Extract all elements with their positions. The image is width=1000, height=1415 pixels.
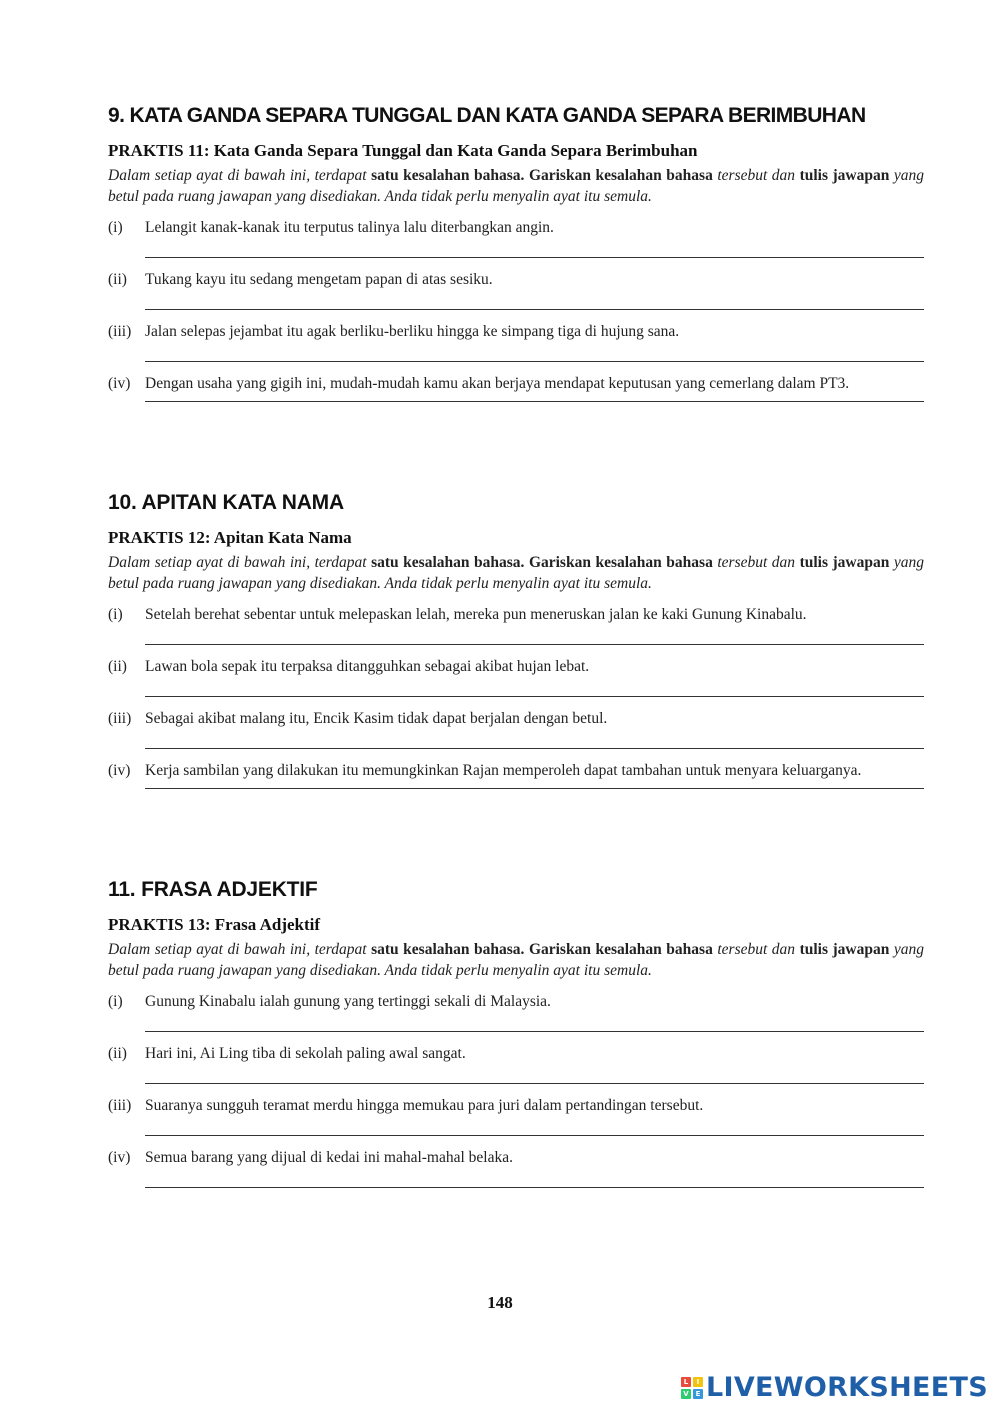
- praktis-heading: PRAKTIS 11: Kata Ganda Separa Tunggal dan Kata Ganda Separa Berimbuhan: [108, 141, 698, 160]
- liveworksheets-icon: [681, 1377, 703, 1399]
- question-item: [108, 604, 924, 645]
- section-title: 9. KATA GANDA SEPARA TUNGGAL DAN KATA GANDA SEPARA BERIMBUHAN: [108, 104, 866, 127]
- instruction: Dalam setiap ayat di bawah ini, terdapat satu kesalahan bahasa. Gariskan kesalahan bahasa tersebut dan tulis jawapan yang betul pada ruang jawapan yang disediakan. Anda tidak perlu menyalin ayat itu semula.: [108, 167, 925, 205]
- liveworksheets-logo: [681, 1372, 988, 1403]
- logo-tile: V: [681, 1389, 691, 1399]
- question-item: [108, 991, 924, 1032]
- question-number: (i): [108, 606, 123, 623]
- question-number: (ii): [108, 658, 127, 675]
- answer-line[interactable]: [145, 1169, 924, 1188]
- question-text: Tukang kayu itu sedang mengetam papan di atas sesiku.: [145, 271, 493, 288]
- question-text: Gunung Kinabalu ialah gunung yang tertinggi sekali di Malaysia.: [145, 993, 551, 1010]
- question-text: Lawan bola sepak itu terpaksa ditangguhkan sebagai akibat hujan lebat.: [145, 658, 590, 675]
- answer-line[interactable]: [145, 1117, 924, 1136]
- question-item: [108, 1043, 924, 1084]
- answer-line[interactable]: [145, 782, 924, 789]
- question-text: Setelah berehat sebentar untuk melepaskan lelah, mereka pun meneruskan jalan ke kaki Gunung Kinabalu.: [145, 606, 807, 623]
- question-text: Suaranya sungguh teramat merdu hingga memukau para juri dalam pertandingan tersebut.: [145, 1097, 704, 1114]
- answer-line[interactable]: [145, 626, 924, 645]
- section-11: [108, 878, 924, 1199]
- question-text: Jalan selepas jejambat itu agak berliku-berliku hingga ke simpang tiga di hujung sana.: [145, 323, 680, 340]
- logo-tile: L: [681, 1377, 691, 1387]
- question-number: (i): [108, 993, 123, 1010]
- question-item: [108, 321, 924, 362]
- praktis-heading: PRAKTIS 12: Apitan Kata Nama: [108, 528, 352, 547]
- question-number: (iv): [108, 762, 131, 779]
- section-title: 10. APITAN KATA NAMA: [108, 491, 344, 514]
- answer-line[interactable]: [145, 343, 924, 362]
- question-item: [108, 656, 924, 697]
- page-number: 148: [487, 1293, 513, 1312]
- answer-line[interactable]: [145, 239, 924, 258]
- question-number: (iv): [108, 375, 131, 392]
- question-number: (iii): [108, 710, 132, 727]
- section-title: 11. FRASA ADJEKTIF: [108, 878, 318, 901]
- answer-line[interactable]: [145, 1013, 924, 1032]
- answer-line[interactable]: [145, 291, 924, 310]
- question-number: (i): [108, 219, 123, 236]
- question-number: (iv): [108, 1149, 131, 1166]
- section-10: [108, 491, 924, 800]
- question-number: (iii): [108, 1097, 132, 1114]
- logo-tile: E: [693, 1389, 703, 1399]
- question-text: Lelangit kanak-kanak itu terputus talinya lalu diterbangkan angin.: [145, 219, 554, 236]
- question-item: [108, 1147, 924, 1188]
- question-item: [108, 217, 924, 258]
- question-item: [108, 708, 924, 749]
- question-item: [108, 1095, 924, 1136]
- answer-line[interactable]: [145, 395, 924, 402]
- answer-line[interactable]: [145, 1065, 924, 1084]
- question-text: Sebagai akibat malang itu, Encik Kasim tidak dapat berjalan dengan betul.: [145, 710, 608, 727]
- praktis-heading: PRAKTIS 13: Frasa Adjektif: [108, 915, 321, 934]
- question-item: [108, 269, 924, 310]
- question-text: Hari ini, Ai Ling tiba di sekolah paling awal sangat.: [145, 1045, 466, 1062]
- logo-wordmark: LIVEWORKSHEETS: [705, 1372, 988, 1403]
- answer-line[interactable]: [145, 730, 924, 749]
- section-9: [108, 104, 924, 413]
- question-number: (ii): [108, 1045, 127, 1062]
- logo-tile: I: [693, 1377, 703, 1387]
- question-text: Semua barang yang dijual di kedai ini mahal-mahal belaka.: [145, 1149, 513, 1166]
- question-number: (iii): [108, 323, 132, 340]
- question-item: [108, 760, 924, 789]
- question-text: Kerja sambilan yang dilakukan itu memungkinkan Rajan memperoleh dapat tambahan untuk menyara keluarganya.: [145, 762, 862, 779]
- instruction: Dalam setiap ayat di bawah ini, terdapat satu kesalahan bahasa. Gariskan kesalahan bahasa tersebut dan tulis jawapan yang betul pada ruang jawapan yang disediakan. Anda tidak perlu menyalin ayat itu semula.: [108, 554, 925, 592]
- question-item: [108, 373, 924, 402]
- answer-line[interactable]: [145, 678, 924, 697]
- instruction: Dalam setiap ayat di bawah ini, terdapat satu kesalahan bahasa. Gariskan kesalahan bahasa tersebut dan tulis jawapan yang betul pada ruang jawapan yang disediakan. Anda tidak perlu menyalin ayat itu semula.: [108, 941, 925, 979]
- question-text: Dengan usaha yang gigih ini, mudah-mudah kamu akan berjaya mendapat keputusan yang cemerlang dalam PT3.: [145, 375, 850, 392]
- question-number: (ii): [108, 271, 127, 288]
